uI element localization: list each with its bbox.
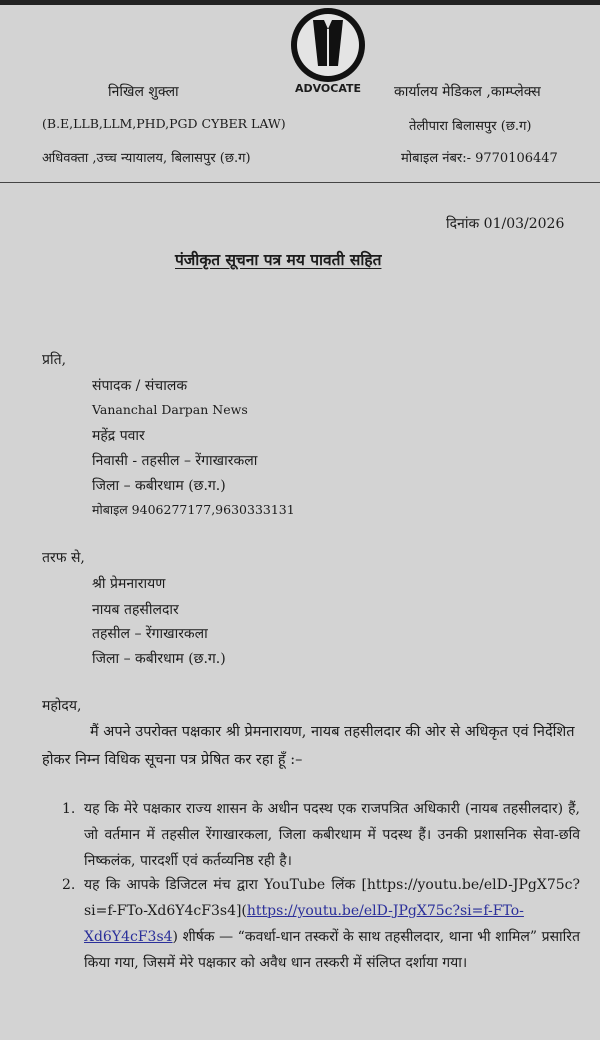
designation: अधिवक्ता ,उच्च न्यायालय, बिलासपुर (छ.ग) — [42, 151, 251, 166]
logo-caption: ADVOCATE — [294, 82, 362, 95]
list-number: 2. — [62, 877, 76, 893]
salutation: महोदय, — [42, 698, 82, 714]
list-text: यह कि मेरे पक्षकार राज्य शासन के अधीन पदस्थ एक राजपत्रित अधिकारी (नायब तहसीलदार) हैं, जो वर्तमान में तहसील रेंगाखारकला, जिला कबीरधाम में पदस्थ हैं। उनकी प्रशासनिक सेवा-छवि निष्कलंक, पारदर्शी एवं कर्तव्यनिष्ठ रही है। — [84, 801, 580, 869]
letter-subject: पंजीकृत सूचना पत्र मय पावती सहित — [175, 250, 382, 269]
recipient-line: निवासी - तहसील – रेंगाखारकला — [92, 453, 258, 469]
top-border — [0, 0, 600, 5]
to-label: प्रति, — [42, 352, 67, 368]
sender-line: जिला – कबीरधाम (छ.ग.) — [92, 651, 226, 667]
list-text-part: ) शीर्षक — “कवर्धा-धान तस्करों के साथ तहसीलदार, थाना भी शामिल” प्रसारित किया गया, जिसमें मेरे पक्षकार को अवैध धान तस्करी में संलिप्त दर्शाया गया। — [84, 929, 580, 971]
advocate-logo-icon — [289, 6, 367, 84]
sender-line: तहसील – रेंगाखारकला — [92, 626, 208, 642]
list-text — [84, 872, 580, 976]
recipient-line: Vananchal Darpan News — [92, 402, 248, 417]
office-address: तेलीपारा बिलासपुर (छ.ग) — [409, 119, 532, 134]
intro-paragraph — [42, 718, 582, 774]
sender-line: नायब तहसीलदार — [92, 602, 179, 618]
header-divider — [0, 182, 600, 183]
recipient-line: जिला – कबीरधाम (छ.ग.) — [92, 478, 226, 494]
from-label: तरफ से, — [42, 550, 85, 566]
recipient-line: मोबाइल 9406277177,9630333131 — [92, 502, 295, 517]
recipient-line: संपादक / संचालक — [92, 378, 188, 394]
intro-text: मैं अपने उपरोक्त पक्षकार श्री प्रेमनारायण, नायब तहसीलदार की ओर से अधिकृत एवं निर्देशित होकर निम्न विधिक सूचना पत्र प्रेषित कर रहा हूँ :– — [42, 724, 575, 768]
list-number: 1. — [62, 801, 76, 817]
list-text-part: यह कि आपके डिजिटल मंच द्वारा YouTube लिंक [https://youtu.be/elD-JPgX75c?si=f-FTo-Xd6Y4cF3s4]( — [84, 877, 580, 919]
qualifications: (B.E,LLB,LLM,PHD,PGD CYBER LAW) — [42, 116, 286, 131]
letter-date: दिनांक 01/03/2026 — [446, 216, 565, 232]
mobile-number: मोबाइल नंबर:- 9770106447 — [401, 151, 558, 166]
advocate-name: निखिल शुक्ला — [108, 84, 179, 100]
youtube-link[interactable]: https://youtu.be/elD-JPgX75c?si=f-FTo-Xd6Y4cF3s4 — [84, 903, 524, 945]
recipient-line: महेंद्र पवार — [92, 428, 145, 444]
sender-line: श्री प्रेमनारायण — [92, 576, 166, 592]
office-name: कार्यालय मेडिकल ,काम्प्लेक्स — [394, 84, 541, 100]
